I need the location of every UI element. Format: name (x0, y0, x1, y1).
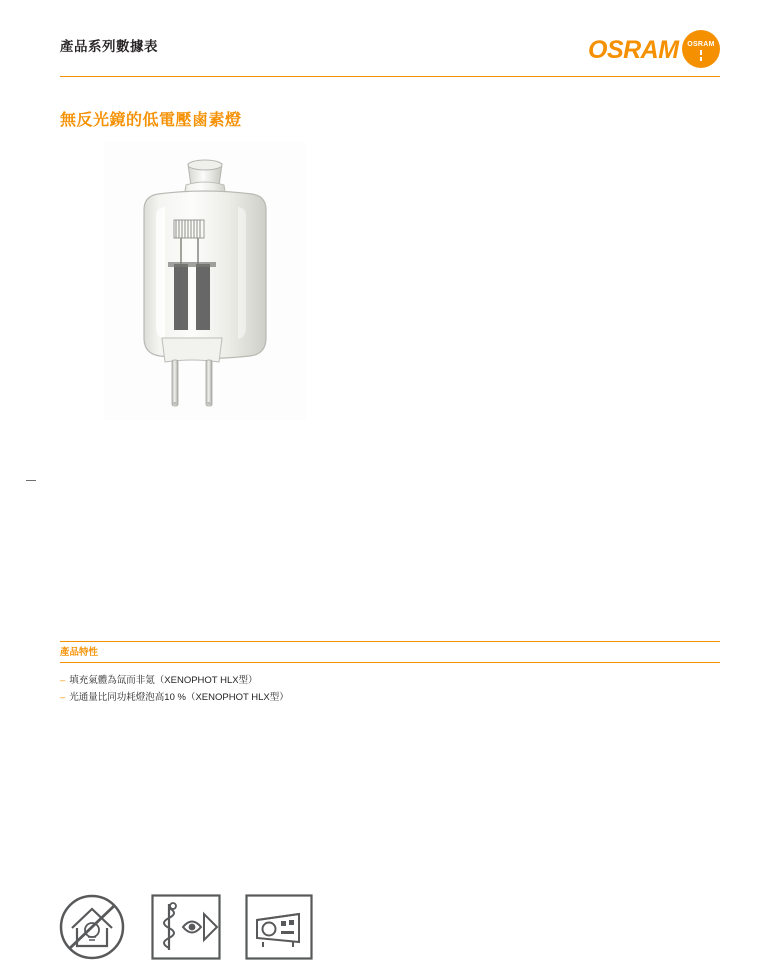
osram-logo-mark-inner (682, 30, 720, 68)
features-heading: 產品特性 (60, 647, 99, 658)
osram-wordmark: OSRAM (588, 36, 679, 64)
bullet-dash: – (60, 675, 66, 686)
halogen-bulb-illustration (120, 158, 290, 408)
header (60, 30, 720, 76)
features-divider-bottom (60, 662, 720, 663)
osram-logo-mark-base (696, 55, 706, 57)
document-title: 無反光鏡的低電壓鹵素燈 (60, 112, 242, 129)
product-image (104, 142, 306, 420)
header-divider (60, 76, 720, 77)
features-divider-top (60, 641, 720, 642)
feature-text: 填充氣體為氙而非氪（XENOPHOT HLX型） (69, 675, 258, 686)
margin-dash-marker (26, 480, 36, 481)
bullet-dash: – (60, 692, 66, 703)
pictogram-row (58, 894, 358, 960)
osram-logo-mark-text: OSRAM (687, 41, 715, 48)
not-for-household-lighting-icon (58, 894, 126, 960)
osram-logo-mark (682, 30, 720, 68)
page-title: 產品系列數據表 (60, 39, 158, 54)
osram-logo (588, 30, 720, 70)
medical-technology-icon (151, 894, 221, 960)
projection-icon (245, 894, 313, 960)
feature-text: 光通量比同功耗燈泡高10 %（XENOPHOT HLX型） (69, 692, 289, 703)
list-item (60, 689, 720, 706)
features-list (60, 672, 720, 706)
list-item (60, 672, 720, 689)
